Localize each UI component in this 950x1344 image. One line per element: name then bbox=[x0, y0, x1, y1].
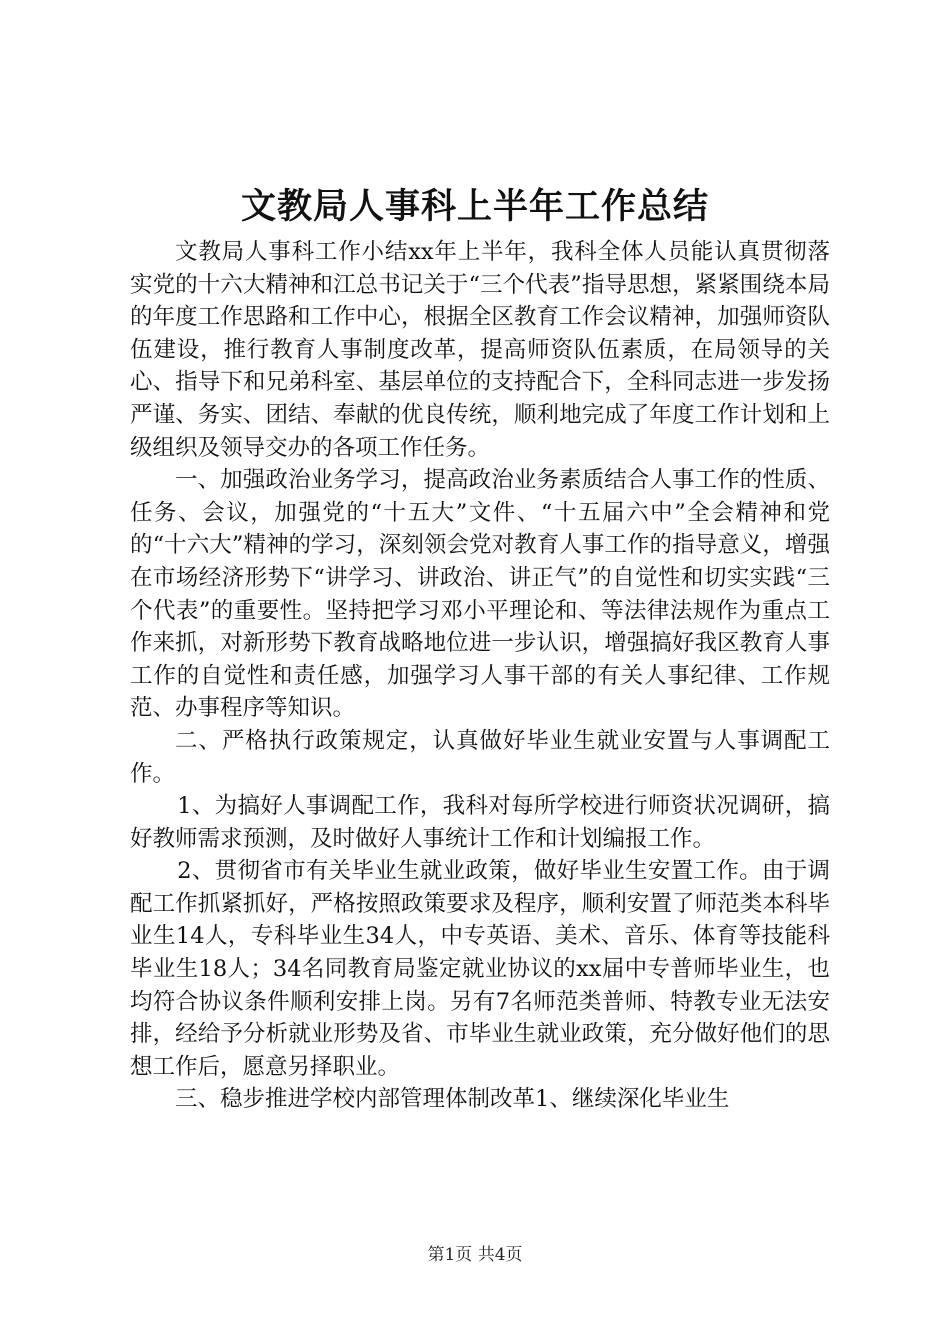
paragraph-item-1: 1、为搞好人事调配工作，我科对每所学校进行师资状况调研，搞好教师需求预测，及时做好人事统计工作和计划编报工作。 bbox=[130, 793, 830, 852]
paragraph-item-2: 2、贯彻省市有关毕业生就业政策，做好毕业生安置工作。由于调配工作抓紧抓好，严格按照政策要求及程序，顺利安置了师范类本科毕业生14人，专科毕业生34人，中专英语、美术、音乐、体育等技能科毕业生18人；34名同教育局鉴定就业协议的xx届中专普师毕业生，也均符合协议条件顺利安排上岗。另有7名师范类普师、特教专业无法安排，经给予分析就业形势及省、市毕业生就业政策，充分做好他们的思想工作后，愿意另择职业。 bbox=[130, 858, 830, 1080]
page-number-footer: 第1页 共4页 bbox=[427, 1245, 523, 1265]
document-title: 文教局人事科上半年工作总结 bbox=[240, 186, 709, 227]
paragraph-section-3: 三、稳步推进学校内部管理体制改革1、继续深化毕业生 bbox=[175, 1086, 730, 1113]
paragraph-section-1: 一、加强政治业务学习，提高政治业务素质结合人事工作的性质、任务、会议，加强党的“十五大”文件、“十五届六中”全会精神和党的“十六大”精神的学习，深刻领会党对教育人事工作的指导意义，增强在市场经济形势下“讲学习、讲政治、讲正气”的自觉性和切实实践“三个代表”的重要性。坚持把学习邓小平理论和、等法律法规作为重点工作来抓，对新形势下教育战略地位进一步认识，增强搞好我区教育人事工作的自觉性和责任感，加强学习人事干部的有关人事纪律、工作规范、办事程序等知识。 bbox=[130, 467, 830, 722]
paragraph-intro: 文教局人事科工作小结xx年上半年，我科全体人员能认真贯彻落实党的十六大精神和江总书记关于“三个代表”指导思想，紧紧围绕本局的年度工作思路和工作中心，根据全区教育工作会议精神，加强师资队伍建设，推行教育人事制度改革，提高师资队伍素质，在局领导的关心、指导下和兄弟科室、基层单位的支持配合下，全科同志进一步发扬严谨、务实、团结、奉献的优良传统，顺利地完成了年度工作计划和上级组织及领导交办的各项工作任务。 bbox=[130, 239, 830, 461]
document-body bbox=[130, 236, 830, 1116]
paragraph-section-2: 二、严格执行政策规定，认真做好毕业生就业安置与人事调配工作。 bbox=[130, 727, 830, 787]
